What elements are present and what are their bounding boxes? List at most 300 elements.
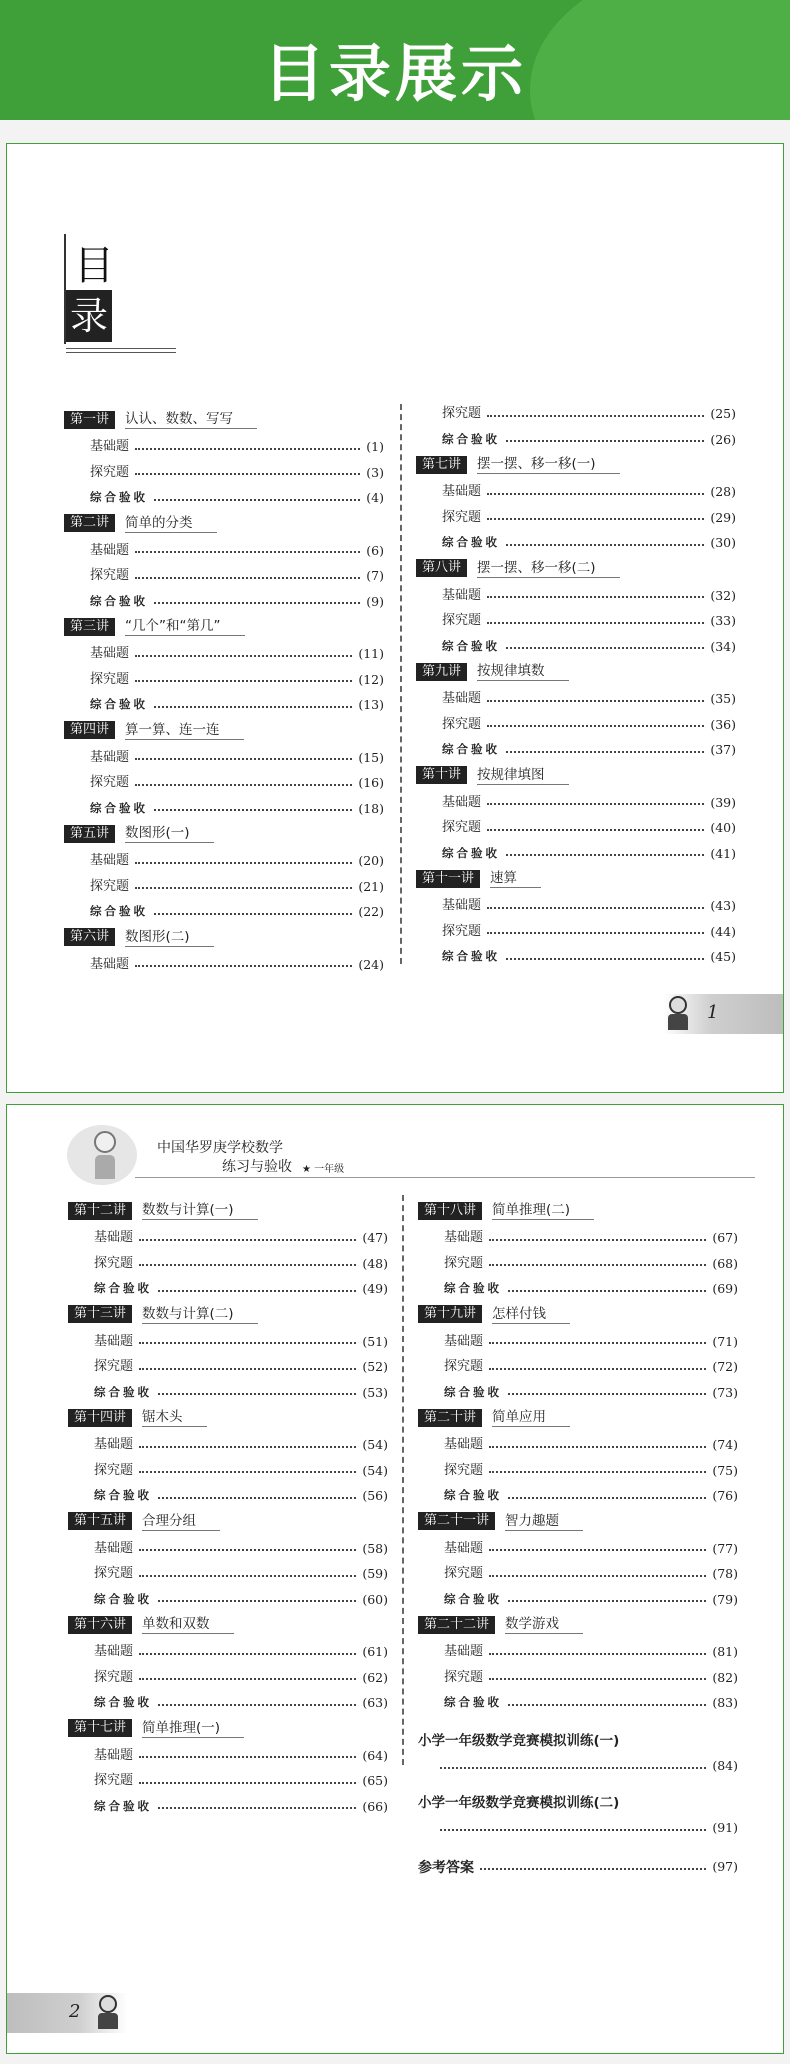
leader-dots [139,1678,356,1680]
entry-page: (66) [362,1798,388,1814]
toc-entry[interactable] [68,1458,388,1484]
entry-label: 综合验收 [90,593,148,608]
entry-label: 探究题 [94,1462,134,1478]
entry-page: (18) [358,800,384,816]
chapter-title: 智力趣题 [505,1512,583,1531]
toc-entry[interactable] [64,796,384,822]
toc-entry[interactable] [68,1743,388,1769]
entry-page: (58) [362,1540,388,1556]
chapter-number: 第二讲 [64,514,115,532]
entry-label: 参考答案 [418,1859,474,1876]
chapter-heading[interactable] [416,556,736,583]
entry-label: 基础题 [442,484,482,499]
toc-entry[interactable] [64,692,384,718]
chapter-heading[interactable] [418,1509,738,1536]
leader-dots [508,1393,706,1395]
toc-entry[interactable] [416,790,736,816]
entry-page: (56) [362,1488,388,1503]
chapter-number: 第五讲 [64,825,115,843]
entry-label: 基础题 [90,646,130,661]
entry-label: 综合验收 [90,800,148,815]
entry-page: (22) [358,904,384,919]
entry-page: (15) [358,749,384,765]
entry-label: 综合验收 [442,845,500,860]
leader-dots [487,725,704,727]
chapter-heading[interactable] [68,1716,388,1743]
banner-title: 目录展示 [262,37,527,110]
entry-label: 综合验收 [442,742,500,756]
toc-entry[interactable] [416,479,736,505]
chapter-title: 数图形(一) [125,824,214,843]
entry-label: 综合验收 [94,1384,152,1399]
leader-dots [135,473,360,475]
entry-label: 基础题 [90,749,130,765]
chapter-heading[interactable] [418,1302,738,1329]
entry-page: (29) [710,509,736,525]
entry-label: 综合验收 [444,1384,502,1399]
entry-page: (6) [366,542,384,558]
leader-dots [489,1653,706,1655]
entry-page: (39) [710,794,736,810]
chapter-title: 认认、数数、写写 [125,410,257,429]
chapter-title: 简单的分类 [125,514,217,533]
toc-entry-contest[interactable] [418,1790,738,1840]
toc-entry[interactable] [68,1690,388,1716]
toc-entry[interactable] [64,460,384,486]
chapter-number: 第二十一讲 [418,1512,495,1530]
toc-entry[interactable] [68,1251,388,1277]
leader-dots [135,577,360,579]
page-number: 1 [707,1002,719,1023]
toc-entry[interactable] [416,686,736,712]
toc-entry[interactable] [416,505,736,531]
entry-label: 基础题 [444,1540,484,1556]
toc-heading [64,234,174,344]
entry-page: (81) [712,1644,738,1659]
toc-entry[interactable] [418,1483,738,1509]
chapter-heading[interactable] [64,821,384,848]
chapter-title: 合理分组 [142,1512,220,1531]
entry-label: 探究题 [90,878,130,894]
chapter-heading[interactable] [416,452,736,479]
toc-entry[interactable] [416,841,736,867]
leader-dots [508,1704,706,1706]
mascot-icon [91,1129,119,1181]
entry-page: (47) [362,1230,388,1245]
toc-entry[interactable] [64,745,384,771]
chapter-number: 第十讲 [416,766,467,784]
toc-extras [418,1728,738,1840]
book-series-title: 中国华罗庚学校数学 [157,1140,283,1156]
toc-entry[interactable] [64,848,384,874]
book-header [57,1125,777,1185]
entry-page: (74) [712,1437,738,1452]
leader-dots [139,1549,356,1551]
toc-entry[interactable] [68,1665,388,1691]
entry-page: (1) [366,439,384,454]
toc-entry[interactable] [64,770,384,796]
toc-entry[interactable] [416,608,736,634]
leader-dots [158,1393,356,1395]
chapter-title: 数数与计算(一) [142,1201,258,1220]
chapter-heading[interactable] [416,763,736,790]
toc-entry[interactable] [68,1329,388,1355]
entry-page: (35) [710,691,736,706]
toc-entry[interactable] [68,1561,388,1587]
chapter-heading[interactable] [64,407,384,434]
toc-entry[interactable] [418,1536,738,1562]
chapter-number: 第十五讲 [68,1512,132,1530]
chapter-heading[interactable] [418,1612,738,1639]
leader-dots [154,602,360,604]
entry-label: 基础题 [90,439,130,454]
chapter-heading[interactable] [68,1198,388,1225]
entry-label: 基础题 [94,1437,134,1452]
column-divider [402,1195,404,1765]
entry-page: (82) [712,1669,738,1685]
entry-page: (9) [366,593,384,609]
leader-dots [487,622,704,624]
entry-page: (32) [710,587,736,603]
entry-page: (34) [710,638,736,654]
entry-page: (59) [362,1566,388,1581]
entry-page: (4) [366,490,384,505]
toc-heading-lu: 录 [66,290,112,342]
leader-dots [139,1239,356,1241]
toc-entry[interactable] [64,563,384,589]
page-number: 2 [69,2001,81,2022]
entry-label: 综合验收 [90,697,148,711]
chapter-title: 简单推理(二) [492,1201,594,1220]
toc-entry[interactable] [416,737,736,763]
leader-dots [440,1767,706,1769]
entry-label: 探究题 [444,1359,484,1374]
toc-entry-answers[interactable] [418,1852,738,1882]
chapter-heading[interactable] [68,1612,388,1639]
page-number-tab [663,994,783,1034]
entry-page: (7) [366,568,384,583]
toc-entry[interactable] [68,1380,388,1406]
chapter-heading[interactable] [64,925,384,952]
toc-entry[interactable] [416,401,736,427]
entry-label: 探究题 [442,716,482,732]
heading-rule [66,352,176,353]
entry-page: (76) [712,1488,738,1503]
leader-dots [139,1342,356,1344]
chapter-heading[interactable] [64,718,384,745]
chapter-number: 第十一讲 [416,870,480,888]
toc-entry[interactable] [68,1483,388,1509]
leader-dots [487,415,704,417]
leader-dots [489,1264,706,1266]
entry-label: 综合验收 [442,638,500,653]
chapter-heading[interactable] [68,1405,388,1432]
entry-page: (65) [362,1773,388,1788]
toc-entry[interactable] [416,583,736,609]
entry-label: 探究题 [94,1566,134,1581]
toc-entry[interactable] [418,1561,738,1587]
chapter-heading[interactable] [416,866,736,893]
toc-entry[interactable] [68,1536,388,1562]
leader-dots [139,1446,356,1448]
entry-label: 综合验收 [444,1695,502,1709]
entry-label: 基础题 [444,1437,484,1452]
chapter-title: 按规律填图 [477,766,569,785]
entry-page: (62) [362,1669,388,1685]
leader-dots [135,680,352,682]
chapter-heading[interactable] [416,659,736,686]
toc-page-2 [6,1104,784,2054]
entry-page: (30) [710,535,736,550]
toc-entry[interactable] [416,919,736,945]
leader-dots [506,440,704,442]
leader-dots [489,1471,706,1473]
toc-entry[interactable] [416,427,736,453]
toc-entry[interactable] [68,1354,388,1380]
entry-label: 探究题 [442,406,482,421]
leader-dots [158,1600,356,1602]
toc-entry[interactable] [64,589,384,615]
entry-label: 基础题 [90,542,130,558]
toc-entry[interactable] [416,634,736,660]
leader-dots [158,1704,356,1706]
chapter-heading[interactable] [64,511,384,538]
entry-page: (44) [710,923,736,939]
entry-page: (64) [362,1747,388,1763]
heading-rule [66,348,176,349]
toc-entry[interactable] [68,1587,388,1613]
toc-entry[interactable] [416,815,736,841]
entry-page: (51) [362,1333,388,1349]
entry-label: 基础题 [90,853,130,868]
toc-entry[interactable] [418,1276,738,1302]
entry-label: 探究题 [90,464,130,480]
leader-dots [487,829,704,831]
entry-page: (97) [712,1859,738,1874]
toc-entry[interactable] [68,1768,388,1794]
toc-entry[interactable] [416,712,736,738]
toc-entry[interactable] [418,1639,738,1665]
chapter-number: 第十二讲 [68,1202,132,1220]
entry-page: (26) [710,431,736,447]
entry-page: (33) [710,613,736,628]
toc-entry[interactable] [64,538,384,564]
toc-entry[interactable] [64,667,384,693]
chapter-heading[interactable] [68,1302,388,1329]
leader-dots [489,1678,706,1680]
entry-label: 探究题 [444,1462,484,1478]
leader-dots [487,803,704,805]
toc-entry[interactable] [416,530,736,556]
chapter-title: 简单推理(一) [142,1719,244,1738]
toc-entry[interactable] [416,944,736,970]
entry-page: (40) [710,820,736,835]
entry-page: (91) [712,1820,738,1835]
entry-label: 综合验收 [94,1488,152,1502]
spacer [418,1716,738,1728]
entry-label: 基础题 [444,1230,484,1245]
chapter-title: 算一算、连一连 [125,721,244,740]
entry-label: 探究题 [94,1669,134,1685]
leader-dots [158,1290,356,1292]
chapter-number: 第一讲 [64,411,115,429]
leader-dots [506,647,704,649]
entry-label: 探究题 [442,509,482,525]
chapter-number: 第九讲 [416,663,467,681]
toc-entry[interactable] [68,1639,388,1665]
chapter-title: 数学游戏 [505,1615,583,1634]
chapter-heading[interactable] [418,1198,738,1225]
toc-heading-mu: 目 [74,243,114,289]
entry-page: (78) [712,1566,738,1581]
entry-page: (36) [710,716,736,732]
entry-page: (21) [358,878,384,894]
entry-label: 综合验收 [94,1798,152,1813]
mascot-icon [93,1995,123,2031]
toc-entry[interactable] [68,1225,388,1251]
book-subtitle: 练习与验收 [222,1159,292,1175]
chapter-number: 第三讲 [64,618,115,636]
entry-label: 基础题 [94,1333,134,1349]
chapter-title: 数数与计算(二) [142,1305,258,1324]
entry-label: 综合验收 [94,1591,152,1606]
toc-entry[interactable] [64,899,384,925]
entry-page: (83) [712,1695,738,1710]
entry-page: (45) [710,949,736,964]
book-grade: ★ 一年级 [302,1164,345,1175]
entry-page: (77) [712,1540,738,1556]
entry-label: 综合验收 [444,1488,502,1502]
toc-entry-contest[interactable] [418,1728,738,1778]
toc-right-chapters [418,1198,738,1716]
entry-label: 小学一年级数学竞赛模拟训练(二) [418,1794,620,1811]
leader-dots [135,965,352,967]
leader-dots [506,544,704,546]
toc-entry[interactable] [418,1380,738,1406]
entry-page: (37) [710,742,736,757]
toc-entry[interactable] [418,1458,738,1484]
entry-label: 基础题 [442,587,482,603]
chapter-number: 第十九讲 [418,1305,482,1323]
entry-label: 探究题 [90,671,130,687]
leader-dots [135,887,352,889]
chapter-title: 单数和双数 [142,1615,234,1634]
chapter-number: 第十六讲 [68,1616,132,1634]
entry-page: (16) [358,775,384,790]
toc-entry[interactable] [64,434,384,460]
entry-label: 探究题 [94,1773,134,1788]
chapter-heading[interactable] [68,1509,388,1536]
entry-label: 探究题 [444,1255,484,1271]
toc-entry[interactable] [64,874,384,900]
leader-dots [139,1471,356,1473]
leader-dots [440,1829,706,1831]
entry-label: 基础题 [90,956,130,972]
toc-page-1 [6,143,784,1093]
chapter-title: 按规律填数 [477,662,569,681]
entry-page: (63) [362,1695,388,1710]
leader-dots [489,1575,706,1577]
entry-label: 综合验收 [442,949,500,963]
toc-entry[interactable] [418,1690,738,1716]
entry-label: 探究题 [442,820,482,835]
entry-label: 基础题 [442,691,482,706]
chapter-heading[interactable] [418,1405,738,1432]
entry-label: 探究题 [90,775,130,790]
toc-entry[interactable] [418,1432,738,1458]
mascot-icon [663,996,693,1032]
leader-dots [158,1807,356,1809]
toc-entry[interactable] [418,1587,738,1613]
entry-label: 基础题 [444,1644,484,1659]
chapter-number: 第十七讲 [68,1719,132,1737]
entry-label: 探究题 [90,568,130,583]
entry-label: 综合验收 [90,490,148,504]
entry-label: 小学一年级数学竞赛模拟训练(一) [418,1732,620,1749]
leader-dots [489,1342,706,1344]
toc-entry[interactable] [416,893,736,919]
chapter-heading[interactable] [64,614,384,641]
entry-page: (67) [712,1230,738,1245]
leader-dots [135,551,360,553]
leader-dots [487,596,704,598]
chapter-title: 简单应用 [492,1408,570,1427]
chapter-title: 怎样付钱 [492,1305,570,1324]
toc-entry[interactable] [68,1432,388,1458]
leader-dots [487,907,704,909]
chapter-number: 第四讲 [64,721,115,739]
entry-page: (79) [712,1591,738,1607]
entry-label: 综合验收 [94,1281,152,1295]
chapter-number: 第十三讲 [68,1305,132,1323]
leader-dots [135,758,352,760]
toc-entry[interactable] [64,641,384,667]
toc-entry[interactable] [418,1665,738,1691]
leader-dots [139,1782,356,1784]
entry-page: (60) [362,1591,388,1607]
toc-entry[interactable] [68,1276,388,1302]
chapter-number: 第八讲 [416,559,467,577]
toc-entry[interactable] [418,1225,738,1251]
entry-page: (54) [362,1462,388,1478]
leader-dots [487,700,704,702]
toc-entry[interactable] [64,952,384,978]
toc-entry[interactable] [68,1794,388,1820]
chapter-title: 速算 [490,869,541,888]
entry-label: 探究题 [94,1359,134,1374]
entry-page: (72) [712,1359,738,1374]
column-divider [400,404,402,964]
toc-entry[interactable] [418,1329,738,1355]
toc-entry[interactable] [418,1354,738,1380]
chapter-number: 第七讲 [416,456,467,474]
entry-label: 基础题 [94,1644,134,1659]
leader-dots [506,854,704,856]
entry-page: (71) [712,1333,738,1349]
toc-right-column [416,401,736,970]
toc-entry[interactable] [418,1251,738,1277]
toc-entry[interactable] [64,485,384,511]
entry-page: (20) [358,853,384,868]
entry-page: (12) [358,671,384,687]
leader-dots [154,913,352,915]
leader-dots [139,1368,356,1370]
chapter-number: 第十八讲 [418,1202,482,1220]
leader-dots [489,1239,706,1241]
leader-dots [135,655,352,657]
entry-label: 基础题 [94,1747,134,1763]
leader-dots [489,1368,706,1370]
